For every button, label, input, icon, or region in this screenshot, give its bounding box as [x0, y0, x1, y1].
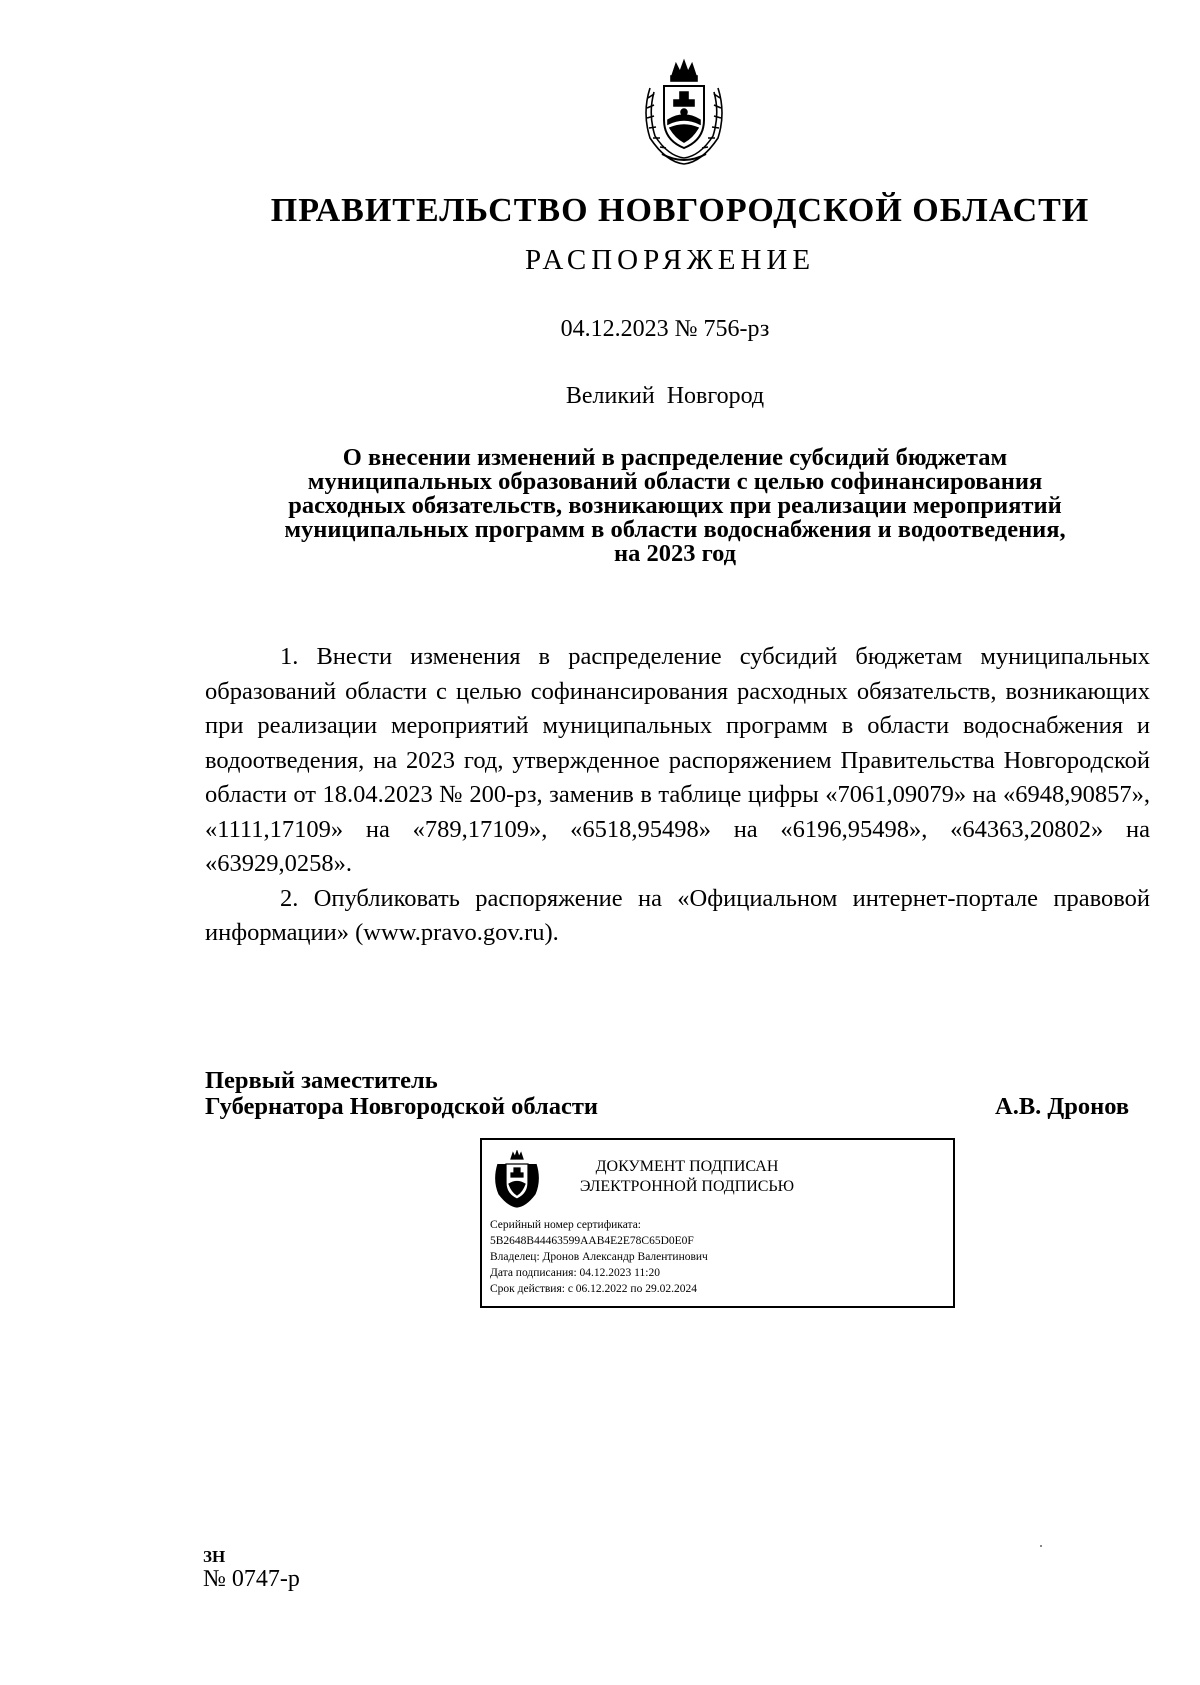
- signatory-position-line: Первый заместитель: [205, 1067, 438, 1094]
- electronic-signature-stamp: [480, 1138, 955, 1308]
- certificate-validity: Срок действия: с 06.12.2022 по 29.02.2024: [490, 1283, 697, 1295]
- certificate-number: 5B2648B44463599AAB4E2E78C65D0E0F: [490, 1235, 694, 1247]
- signatory-name: А.В. Дронов: [995, 1093, 1130, 1120]
- body-paragraph-2: 2. Опубликовать распоряжение на «Официальном интернет-портале правовой информации» (www.pravo.gov.ru).: [205, 884, 1150, 946]
- stamp-title-line: ЭЛЕКТРОННОЙ ПОДПИСЬЮ: [579, 1178, 795, 1195]
- subject-line: О внесении изменений в распределение субсидий бюджетам: [342, 444, 1008, 471]
- subject-line: расходных обязательств, возникающих при реализации мероприятий: [288, 492, 1062, 519]
- subject-line: муниципальных образований области с целью софинансирования: [307, 468, 1043, 495]
- certificate-owner: Владелец: Дронов Александр Валентинович: [490, 1251, 708, 1263]
- stamp-title: [562, 1157, 812, 1197]
- document-date-number: 04.12.2023 № 756-рз: [560, 316, 770, 342]
- scan-speck: [1040, 1545, 1042, 1547]
- body-paragraph-1: 1. Внести изменения в распределение субсидий бюджетам муниципальных образований области с целью софинансирования расходных обязательств, возникающих при реализации мероприятий муниципальных программ в области водоснабжения и водоотведения, на 2023 год, утвержденное распоряжением Правительства Новгородской области от 18.04.2023 № 200-рз, заменив в таблице цифры «7061,09079» на «6948,90857», «1111,17109» на «789,17109», «6518,95498» на «6196,95498», «64363,20802» на «63929,0258».: [205, 643, 1150, 877]
- novgorod-coat-of-arms-icon: [492, 1150, 542, 1208]
- subject-line: на 2023 год: [613, 540, 737, 567]
- certificate-label: Серийный номер сертификата:: [490, 1219, 641, 1231]
- footer-number: № 0747-р: [203, 1566, 300, 1592]
- stamp-title-line: ДОКУМЕНТ ПОДПИСАН: [595, 1158, 779, 1175]
- document-body: [205, 640, 1150, 951]
- signing-date: Дата подписания: 04.12.2023 11:20: [490, 1267, 660, 1279]
- footer-code: ЗН: [203, 1547, 226, 1566]
- document-subject: [205, 446, 1145, 566]
- subject-line: муниципальных программ в области водоснабжения и водоотведения,: [284, 516, 1066, 543]
- novgorod-coat-of-arms-icon: [636, 58, 732, 166]
- document-footer: [203, 1548, 300, 1592]
- stamp-details: [490, 1217, 708, 1297]
- document-city: Великий Новгород: [565, 383, 765, 409]
- signatory-position-line: Губернатора Новгородской области: [205, 1093, 599, 1120]
- signatory-position: [205, 1068, 598, 1120]
- document-type: РАСПОРЯЖЕНИЕ: [524, 244, 816, 276]
- government-title: ПРАВИТЕЛЬСТВО НОВГОРОДСКОЙ ОБЛАСТИ: [270, 192, 1090, 229]
